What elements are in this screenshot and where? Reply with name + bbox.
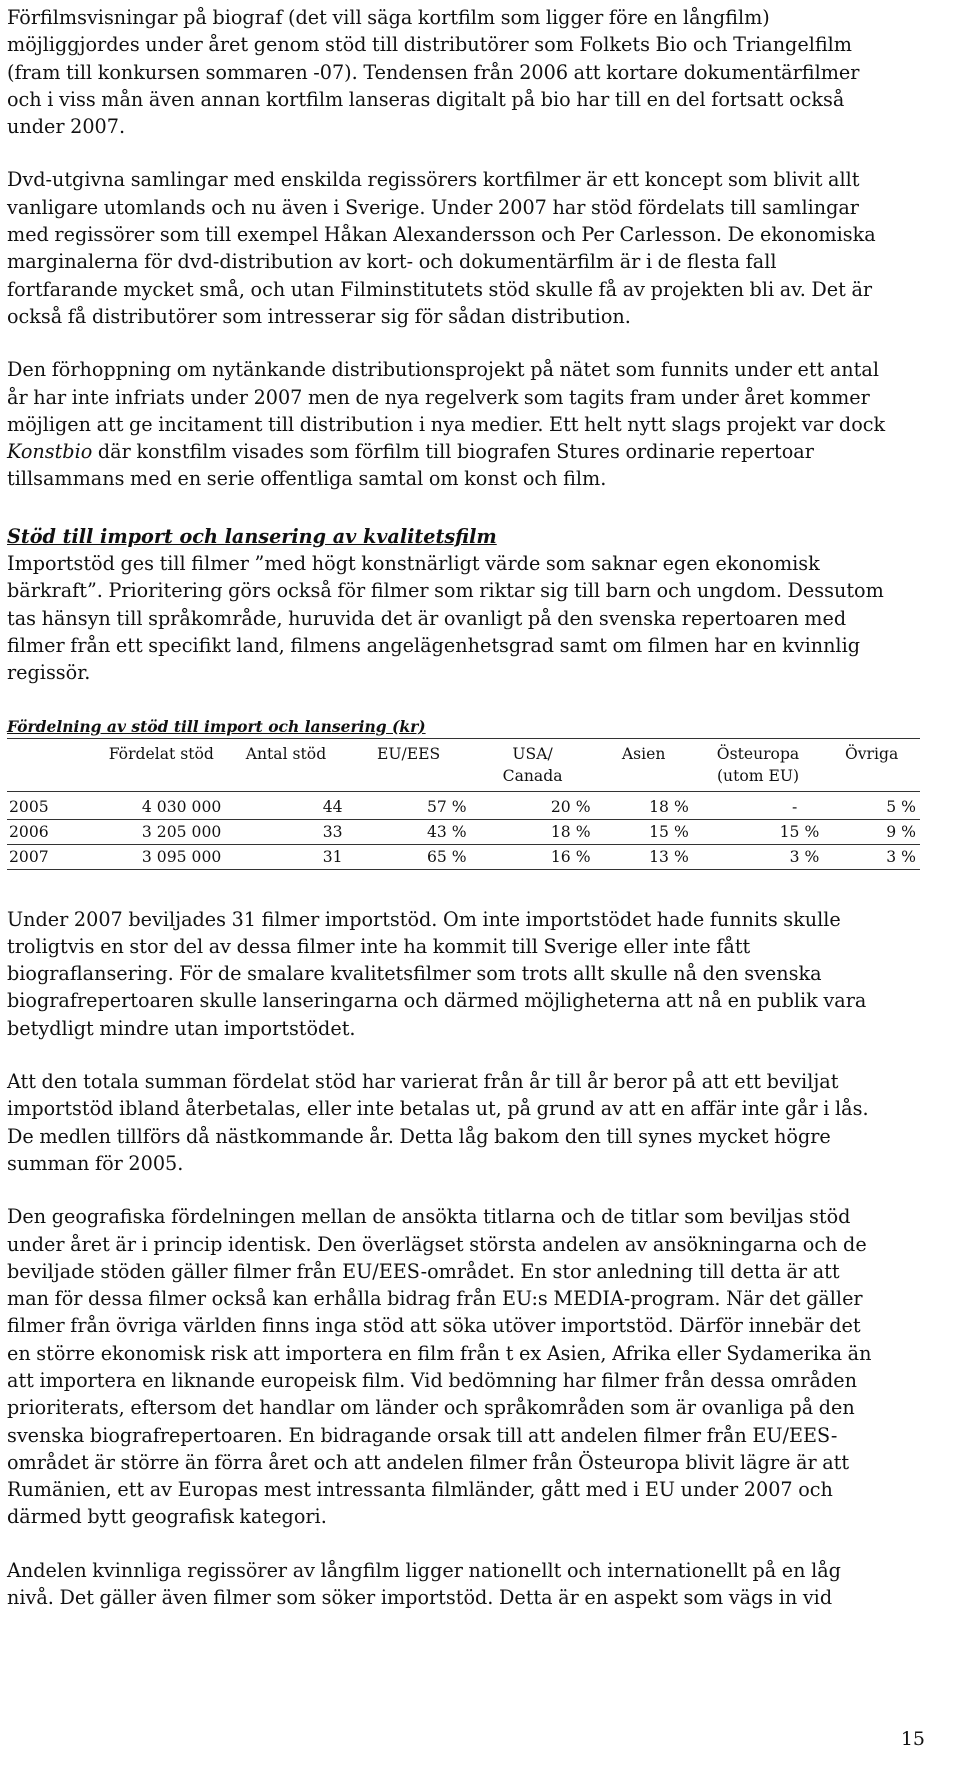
paragraph-importstod-2007: Under 2007 beviljades 31 filmer importstöd. Om inte importstödet hade funnits skulle troligtvis en stor del av dessa filmer inte ha kommit till Sverige eller inte fått biograflansering. För de smalare kvalitetsfilmer som trots allt skulle nå den svenska biografrepertoaren skulle lanseringarna och därmed möjligheterna att nå en publik vara betydligt mindre utan importstödet. [7, 907, 867, 1040]
table-row: 2007 3 095 000 31 65 % 16 % 13 % 3 % 3 % [7, 844, 920, 869]
section-heading: Stöd till import och lansering av kvalitetsfilm [7, 524, 497, 548]
page-number: 15 [900, 1728, 925, 1750]
header-eu: EU/EES [347, 738, 471, 791]
konstbio-title: Konstbio [7, 440, 93, 464]
header-antal: Antal stöd [225, 738, 346, 791]
paragraph-text: Den förhoppning om nytänkande distributionsprojekt på nätet som funnits under ett antal år har inte infriats under 2007 men de nya regelverk som tagits fram under året kommer möjligen att ge incitament till distribution i nya medier. Ett helt nytt slags projekt var dock [7, 358, 886, 436]
paragraph-total-summa: Att den totala summan fördelat stöd har varierat från år till år beror på att ett beviljat importstöd ibland återbetalas, eller inte betalas ut, på grund av att en affär inte går i lås. De medlen tillförs då nästkommande år. Detta låg bakom den till synes mycket högre summan för 2005. [7, 1070, 869, 1175]
paragraph-kvinnliga-regissorer: Andelen kvinnliga regissörer av långfilm ligger nationellt och internationellt på en låg nivå. Det gäller även filmer som söker importstöd. Detta är en aspekt som vägs in vid [7, 1558, 841, 1610]
support-distribution-table [7, 738, 920, 870]
header-year [7, 738, 97, 791]
table-header-row [7, 738, 920, 791]
table-row: 2005 4 030 000 44 57 % 20 % 18 % - 5 % [7, 791, 920, 819]
paragraph-forfilm: Förfilmsvisningar på biograf (det vill säga kortfilm som ligger före en långfilm) möjliggjordes under året genom stöd till distributörer som Folkets Bio och Triangelfilm (fram till konkursen sommaren -07). Tendensen från 2006 att kortare dokumentärfilmer och i viss mån även annan kortfilm lanseras digitalt på bio har till en del fortsatt också under 2007. [7, 6, 860, 139]
table-row: 2006 3 205 000 33 43 % 18 % 15 % 15 % 9 % [7, 819, 920, 844]
header-fordelat: Fördelat stöd [97, 738, 225, 791]
table-title: Fördelning av stöd till import och lansering (kr) [7, 716, 426, 736]
paragraph-geografisk: Den geografiska fördelningen mellan de ansökta titlarna och de titlar som beviljas stöd under året är i princip identisk. Den överlägset största andelen av ansökningarna och de beviljade stöden gäller filmer från EU/EES-området. En stor anledning till detta är att man för dessa filmer också kan erhålla bidrag från EU:s MEDIA-program. När det gäller filmer från övriga världen finns inga stöd att söka utöver importstöd. Därför innebär det en större ekonomisk risk att importera en film från t ex Asien, Afrika eller Sydamerika än att importera en liknande europeisk film. Vid bedömning har filmer från dessa områden prioriterats, eftersom det handlar om länder och språkområden som är ovanliga på den svenska biografrepertoaren. En bidragande orsak till att andelen filmer från EU/EES-området är större än förra året och att andelen filmer från Östeuropa blivit lägre är att Rumänien, ett av Europas mest intressanta filmländer, gått med i EU under 2007 och därmed bytt geografisk kategori. [7, 1205, 872, 1529]
document-page [7, 4, 916, 1611]
header-osteuropa: Östeuropa (utom EU) [693, 738, 824, 791]
paragraph-text: där konstfilm visades som förfilm till biografen Stures ordinarie repertoar tillsammans med en serie offentliga samtal om konst och film. [7, 440, 814, 491]
paragraph-dvd: Dvd-utgivna samlingar med enskilda regissörers kortfilmer är ett koncept som blivit allt vanligare utomlands och nu även i Sverige. Under 2007 har stöd fördelats till samlingar med regissörer som till exempel Håkan Alexandersson och Per Carlesson. De ekonomiska marginalerna för dvd-distribution av kort- och dokumentärfilm är i de flesta fall fortfarande mycket små, och utan Filminstitutets stöd skulle få av projekten bli av. Det är också få distributörer som intresserar sig för sådan distribution. [7, 168, 876, 328]
paragraph-importstod: Importstöd ges till filmer ”med högt konstnärligt värde som saknar egen ekonomisk bärkraft”. Prioritering görs också för filmer som riktar sig till barn och ungdom. Dessutom tas hänsyn till språkområde, huruvida det är ovanligt på den svenska repertoaren med filmer från ett specifikt land, filmens angelägenhetsgrad samt om filmen har en kvinnlig regissör. [7, 552, 884, 685]
header-ovriga: Övriga [823, 738, 920, 791]
paragraph-distribution-web [7, 356, 887, 492]
header-asien: Asien [595, 738, 693, 791]
header-usa: USA/ Canada [471, 738, 595, 791]
